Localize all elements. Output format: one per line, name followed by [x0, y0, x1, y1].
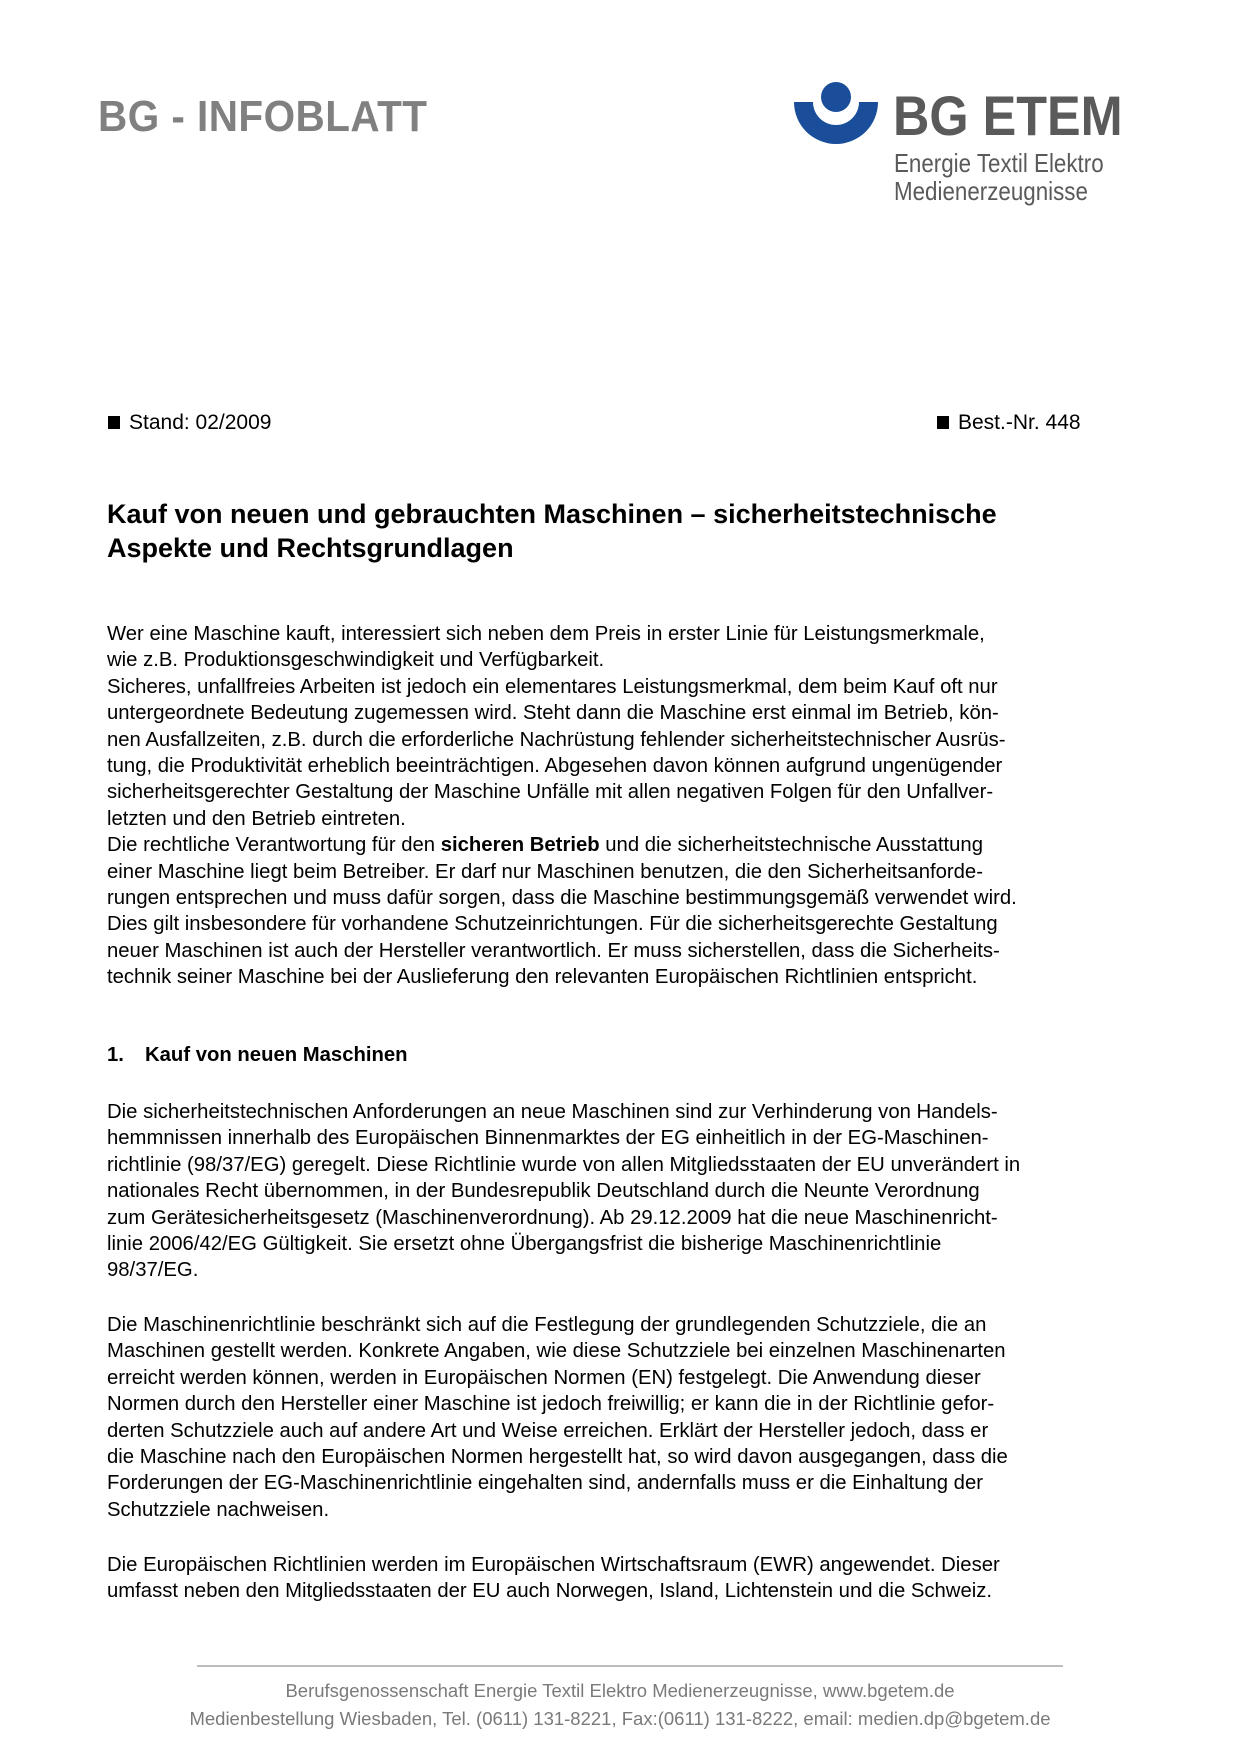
stand-text: Stand: 02/2009	[129, 411, 272, 434]
text-line: Dies gilt insbesondere für vorhandene Schutzeinrichtungen. Für die sicherheitsgerechte Gestaltung	[107, 913, 998, 936]
text-line: nen Ausfallzeiten, z.B. durch die erforderliche Nachrüstung fehlender sicherheitstechnischer Ausrüs-	[107, 728, 1006, 751]
document-type-heading: BG - INFOBLATT	[98, 92, 428, 141]
title-line: Aspekte und Rechtsgrundlagen	[107, 533, 514, 563]
text-line: 98/37/EG.	[107, 1259, 199, 1282]
text-line: die Maschine nach den Europäischen Normen hergestellt hat, so wird davon ausgegangen, dass die	[107, 1446, 1008, 1469]
text-line: richtlinie (98/37/EG) geregelt. Diese Richtlinie wurde von allen Mitgliedsstaaten der EU unverändert in	[107, 1153, 1021, 1176]
section1-paragraph-3	[107, 1552, 1167, 1605]
text-line	[107, 832, 1167, 858]
text-line: tung, die Produktivität erheblich beeinträchtigen. Abgesehen davon können aufgrund ungenügender	[107, 755, 1003, 778]
text-span: und die sicherheitstechnische Ausstattung	[599, 834, 983, 857]
text-line: einer Maschine liegt beim Betreiber. Er darf nur Maschinen benutzen, die den Sicherheitsanforde-	[107, 860, 983, 883]
bg-emblem-icon	[794, 82, 878, 144]
logo-subtitle-line2: Medienerzeugnisse	[894, 176, 1088, 206]
text-line: Schutzziele nachweisen.	[107, 1498, 330, 1521]
text-line: Normen durch den Hersteller einer Maschine ist jedoch freiwillig; er kann die in der Richtlinie gefor-	[107, 1393, 995, 1416]
stand-date	[108, 411, 271, 435]
section-heading	[107, 1042, 408, 1068]
order-number	[937, 411, 1081, 435]
document-title	[107, 497, 1167, 565]
footer-organization: Berufsgenossenschaft Energie Textil Elektro Medienerzeugnisse, www.bgetem.de	[285, 1680, 955, 1701]
intro-paragraph	[107, 621, 1167, 991]
section-number: 1.	[107, 1044, 124, 1066]
text-line: hemmnissen innerhalb des Europäischen Binnenmarktes der EG einheitlich in der EG-Maschinen-	[107, 1127, 989, 1150]
text-line: zum Gerätesicherheitsgesetz (Maschinenverordnung). Ab 29.12.2009 hat die neue Maschinenricht-	[107, 1206, 998, 1229]
text-line: untergeordnete Bedeutung zugemessen wird. Steht dann die Maschine erst einmal im Betrieb, kön-	[107, 702, 999, 725]
text-line: letzten und den Betrieb eintreten.	[107, 807, 406, 830]
order-number-text: Best.-Nr. 448	[958, 411, 1081, 434]
bg-etem-logo	[790, 78, 1150, 218]
logo-name: BG ETEM	[893, 84, 1123, 147]
text-line: Wer eine Maschine kauft, interessiert sich neben dem Preis in erster Linie für Leistungsmerkmale,	[107, 623, 985, 645]
text-line: linie 2006/42/EG Gültigkeit. Sie ersetzt ohne Übergangsfrist die bisherige Maschinenrichtlinie	[107, 1233, 942, 1256]
footer-divider	[197, 1665, 1063, 1667]
emphasis-sicheren-betrieb: sicheren Betrieb	[440, 834, 600, 857]
text-line: Die Europäischen Richtlinien werden im Europäischen Wirtschaftsraum (EWR) angewendet. Dieser	[107, 1554, 1000, 1576]
text-line: technik seiner Maschine bei der Auslieferung den relevanten Europäischen Richtlinien entspricht.	[107, 966, 978, 989]
title-line: Kauf von neuen und gebrauchten Maschinen – sicherheitstechnische	[107, 499, 997, 529]
square-bullet-icon	[937, 416, 949, 429]
text-line: nationales Recht übernommen, in der Bundesrepublik Deutschland durch die Neunte Verordnung	[107, 1180, 980, 1203]
text-line: Die sicherheitstechnischen Anforderungen an neue Maschinen sind zur Verhinderung von Handels-	[107, 1101, 998, 1123]
text-line: wie z.B. Produktionsgeschwindigkeit und Verfügbarkeit.	[107, 649, 605, 672]
text-span: Die rechtliche Verantwortung für den	[107, 834, 441, 857]
footer-contact: Medienbestellung Wiesbaden, Tel. (0611) 131-8221, Fax:(0611) 131-8222, email: medien.dp@bgetem.de	[189, 1708, 1051, 1729]
section-title: Kauf von neuen Maschinen	[145, 1044, 408, 1066]
text-line: umfasst neben den Mitgliedsstaaten der EU auch Norwegen, Island, Lichtenstein und die Schweiz.	[107, 1580, 993, 1603]
logo-subtitle-line1: Energie Textil Elektro	[894, 148, 1104, 178]
text-line: rungen entsprechen und muss dafür sorgen, dass die Maschine bestimmungsgemäß verwendet wird.	[107, 887, 1017, 910]
section1-paragraph-1	[107, 1099, 1167, 1284]
text-line: Die Maschinenrichtlinie beschränkt sich auf die Festlegung der grundlegenden Schutzziele, die an	[107, 1314, 987, 1336]
text-line: derten Schutzziele auch auf andere Art und Weise erreichen. Erklärt der Hersteller jedoch, dass er	[107, 1419, 989, 1442]
text-line: Forderungen der EG-Maschinenrichtlinie eingehalten sind, andernfalls muss er die Einhaltung der	[107, 1472, 983, 1495]
text-line: sicherheitsgerechter Gestaltung der Maschine Unfälle mit allen negativen Folgen für den Unfallver-	[107, 781, 994, 804]
square-bullet-icon	[108, 416, 120, 429]
section1-paragraph-2	[107, 1312, 1167, 1523]
text-line: Sicheres, unfallfreies Arbeiten ist jedoch ein elementares Leistungsmerkmal, dem beim Kauf oft nur	[107, 675, 998, 698]
text-line: Maschinen gestellt werden. Konkrete Angaben, wie diese Schutzziele bei einzelnen Maschinenarten	[107, 1340, 1006, 1363]
text-line: neuer Maschinen ist auch der Hersteller verantwortlich. Er muss sicherstellen, dass die Sicherheits-	[107, 939, 1000, 962]
text-line: erreicht werden können, werden in Europäischen Normen (EN) festgelegt. Die Anwendung dieser	[107, 1366, 981, 1389]
